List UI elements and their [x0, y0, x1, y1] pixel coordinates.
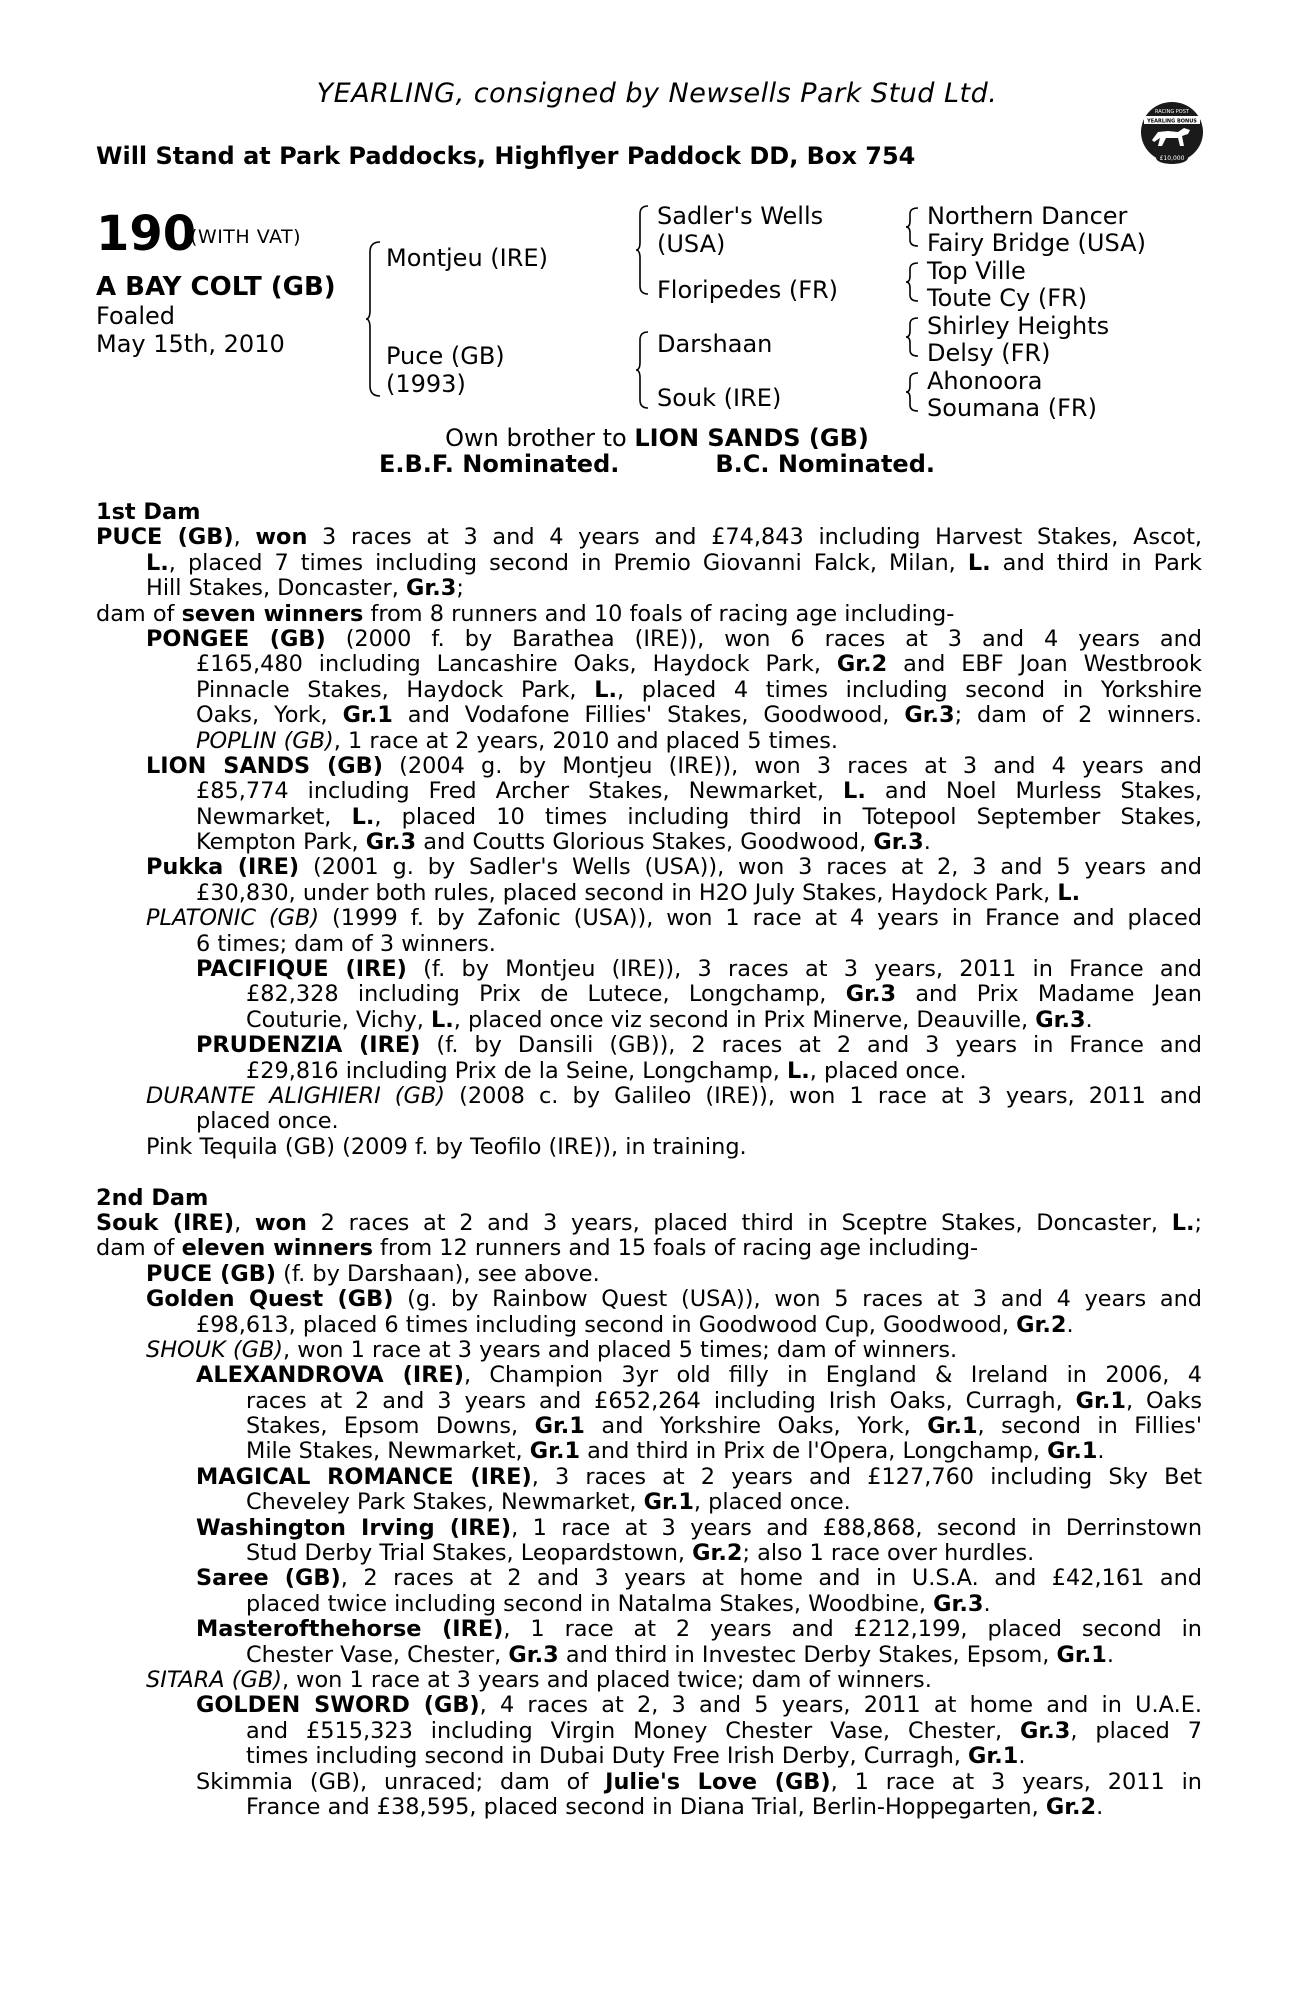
text-segment: Pukka (IRE) — [146, 854, 300, 881]
text-line — [96, 1592, 1202, 1617]
text-line — [96, 1541, 1202, 1566]
text-segment: Gr.2 — [836, 651, 888, 678]
text-segment: and Noel Murless Stakes, — [865, 778, 1202, 805]
text-segment: . — [1106, 1641, 1114, 1668]
text-segment: Gr.3 — [873, 829, 924, 856]
text-segment: PUCE (GB) — [96, 524, 234, 551]
text-segment: L. — [351, 803, 375, 830]
text-segment: Gr.3 — [1035, 1006, 1086, 1033]
badge-middle-text: YEARLING BONUS — [1147, 118, 1197, 125]
text-segment: SHOUK (GB) — [146, 1336, 284, 1363]
text-segment: Cheveley Park Stakes, Newmarket, — [246, 1489, 644, 1516]
text-segment: Mile Stakes, Newmarket, — [246, 1438, 530, 1465]
text-segment: GOLDEN SWORD (GB) — [196, 1692, 480, 1719]
text-line — [96, 1135, 1202, 1160]
text-segment: (1999 f. by Zafonic (USA)), won 1 race at 4 years in France and placed — [319, 905, 1202, 932]
text-line — [96, 1719, 1202, 1744]
text-segment: Souk (IRE) — [96, 1209, 235, 1236]
pedigree-gg6: Delsy (FR) — [927, 339, 1051, 367]
text-segment: 2 races at 2 and 3 years, placed third in Sceptre Stakes, Doncaster, — [306, 1209, 1172, 1236]
brace-g2-icon — [906, 261, 920, 303]
text-segment: and Vodafone Fillies' Stakes, Goodwood, — [392, 702, 905, 729]
text-segment: Gr.3 — [365, 829, 417, 856]
text-line — [96, 678, 1202, 703]
stand-location: Will Stand at Park Paddocks, Highflyer Paddock DD, Box 754 — [96, 142, 916, 170]
text-line — [96, 551, 1202, 576]
text-segment: POPLIN (GB) — [196, 727, 334, 754]
foaled-date: May 15th, 2010 — [96, 330, 285, 358]
pedigree-notes — [96, 500, 1202, 1820]
dam-parents-brace-icon — [636, 330, 650, 410]
text-segment: dam of — [96, 600, 182, 627]
first-dam-heading: 1st Dam — [96, 499, 201, 525]
text-segment: , placed once. — [809, 1057, 967, 1084]
text-segment: eleven winners — [181, 1235, 373, 1262]
text-segment: (f. by Montjeu (IRE)), 3 races at 3 years, 2011 in France and — [406, 956, 1202, 983]
text-segment: Gr.1 — [968, 1743, 1019, 1770]
text-segment: , 1 race at 2 years, 2010 and placed 5 times. — [333, 727, 838, 754]
text-segment: Gr.2 — [1045, 1793, 1097, 1820]
text-segment: , Champion 3yr old filly in England & Ireland in 2006, 4 — [463, 1362, 1202, 1389]
text-line — [96, 1668, 1202, 1693]
text-segment: Chester Vase, Chester, — [246, 1641, 509, 1668]
text-line — [96, 1211, 1202, 1236]
text-line — [96, 855, 1202, 880]
text-segment: placed once. — [196, 1108, 339, 1135]
text-segment: , 3 races at 2 years and £127,760 including Sky Bet — [531, 1463, 1203, 1490]
text-segment: won — [255, 524, 308, 551]
pedigree-gg8: Soumana (FR) — [927, 394, 1097, 422]
text-segment: Julie's Love (GB) — [605, 1768, 831, 1795]
text-segment: , 4 races at 2, 3 and 5 years, 2011 at home and in U.A.E. — [479, 1692, 1202, 1719]
text-line — [96, 1262, 1202, 1287]
text-segment: Gr.1 — [1056, 1641, 1107, 1668]
text-line — [96, 602, 1202, 627]
vat-label: (WITH VAT) — [190, 226, 302, 248]
sire-dam-brace-icon — [366, 240, 382, 398]
text-line — [96, 1236, 1202, 1261]
text-line — [96, 881, 1202, 906]
text-segment: Pink Tequila (GB) (2009 f. by Teofilo (IRE)), in training. — [146, 1133, 747, 1160]
text-segment: , placed 10 times including third in Totepool September Stakes, — [374, 803, 1202, 830]
text-segment: ; dam of 2 winners. — [954, 702, 1202, 729]
text-line — [96, 1059, 1202, 1084]
foaled-label: Foaled — [96, 302, 176, 330]
first-dam-section — [96, 525, 1202, 1160]
brace-g1-icon — [906, 206, 920, 248]
text-line — [96, 1744, 1202, 1769]
text-segment: MAGICAL ROMANCE (IRE) — [196, 1463, 532, 1490]
lot-number: 190 — [96, 206, 197, 262]
text-line — [96, 1084, 1202, 1109]
text-line — [96, 906, 1202, 931]
text-segment: Oaks, York, — [196, 702, 343, 729]
consignment-header: YEARLING, consigned by Newsells Park Stud Ltd. — [316, 78, 998, 109]
pedigree-gg2: Fairy Bridge (USA) — [927, 229, 1146, 257]
text-line — [96, 1338, 1202, 1363]
text-segment: Kempton Park, — [196, 829, 366, 856]
text-segment: and Prix Madame Jean — [896, 981, 1202, 1008]
badge-amount: £10,000 — [1159, 155, 1185, 162]
text-segment: Gr.3 — [1020, 1717, 1071, 1744]
text-line — [96, 1465, 1202, 1490]
text-segment: Newmarket, — [196, 803, 352, 830]
text-segment: 6 times; dam of 3 winners. — [196, 930, 496, 957]
text-line — [96, 1770, 1202, 1795]
text-segment: dam of — [96, 1235, 182, 1262]
text-segment: Hill Stakes, Doncaster, — [146, 575, 406, 602]
text-segment: L. — [786, 1057, 810, 1084]
pedigree-sire-dam: Floripedes (FR) — [657, 276, 839, 304]
text-segment: and EBF Joan Westbrook — [887, 651, 1202, 678]
text-segment: LION SANDS (GB) — [146, 752, 383, 779]
text-segment: Skimmia (GB), unraced; dam of — [196, 1768, 606, 1795]
text-segment: Gr.1 — [1047, 1438, 1098, 1465]
text-segment: , — [234, 1209, 255, 1236]
ebf-nomination: E.B.F. Nominated. — [378, 450, 620, 478]
text-segment: . — [923, 829, 931, 856]
text-line — [96, 703, 1202, 728]
text-segment: . — [1066, 1311, 1074, 1338]
text-segment: Gr.2 — [692, 1540, 743, 1567]
text-segment: Gr.3 — [845, 981, 897, 1008]
text-segment: £82,328 including Prix de Lutece, Longchamp, — [246, 981, 846, 1008]
text-segment: and Yorkshire Oaks, York, — [584, 1413, 928, 1440]
text-segment: , won 1 race at 3 years and placed twice; dam of winners. — [281, 1666, 932, 1693]
text-segment: L. — [1171, 1209, 1195, 1236]
text-line — [96, 1490, 1202, 1515]
text-line — [96, 1795, 1202, 1820]
text-segment: . — [983, 1590, 991, 1617]
text-segment: , — [233, 524, 256, 551]
text-line — [96, 729, 1202, 754]
text-segment: Gr.3 — [508, 1641, 559, 1668]
text-segment: Washington Irving (IRE) — [196, 1514, 512, 1541]
text-segment: £30,830, under both rules, placed second in H2O July Stakes, Haydock Park, — [196, 879, 1058, 906]
pedigree-dam-sire: Darshaan — [657, 330, 773, 358]
text-segment: £98,613, placed 6 times including second in Goodwood Cup, Goodwood, — [196, 1311, 1017, 1338]
pedigree-sire-sire: Sadler's Wells — [657, 202, 824, 230]
text-segment: (2000 f. by Barathea (IRE)), won 6 races at 3 and 4 years and — [325, 625, 1202, 652]
text-segment: Gr.1 — [529, 1438, 581, 1465]
text-line — [96, 627, 1202, 652]
badge-top-text: RACING POST — [1155, 109, 1189, 115]
text-line — [96, 1033, 1202, 1058]
text-segment: Golden Quest (GB) — [146, 1286, 394, 1313]
text-segment: . — [1096, 1793, 1104, 1820]
text-segment: L. — [1057, 879, 1081, 906]
text-segment: L. — [843, 778, 866, 805]
pedigree-dam-year: (1993) — [386, 370, 466, 398]
text-segment: SITARA (GB) — [146, 1666, 282, 1693]
bc-nomination: B.C. Nominated. — [715, 450, 936, 478]
text-line — [96, 754, 1202, 779]
text-segment: L. — [146, 549, 169, 576]
text-segment: Gr.3 — [904, 702, 955, 729]
text-segment: Gr.2 — [1016, 1311, 1067, 1338]
text-line — [96, 1109, 1202, 1134]
text-segment: PRUDENZIA (IRE) — [196, 1032, 421, 1059]
text-segment: Gr.1 — [534, 1413, 585, 1440]
text-segment: France and £38,595, placed second in Diana Trial, Berlin-Hoppegarten, — [246, 1793, 1046, 1820]
text-segment: DURANTE ALIGHIERI (GB) — [146, 1082, 445, 1109]
text-line — [96, 1566, 1202, 1591]
text-segment: Gr.3 — [406, 575, 457, 602]
text-segment: , 2 races at 2 and 3 years at home and in U.S.A. and £42,161 and — [340, 1565, 1203, 1592]
text-segment: ; — [1194, 1209, 1203, 1236]
second-dam-heading: 2nd Dam — [96, 1184, 209, 1211]
text-segment: and third in Prix de l'Opera, Longchamp, — [580, 1438, 1048, 1465]
text-segment: , placed 7 times including second in Premio Giovanni Falck, Milan, — [168, 549, 968, 576]
text-segment: PUCE (GB) — [146, 1260, 277, 1287]
sire-parents-brace-icon — [636, 204, 650, 296]
text-line — [96, 1414, 1202, 1439]
pedigree-sire: Montjeu (IRE) — [386, 244, 548, 272]
text-segment: , placed 7 — [1070, 1717, 1202, 1744]
text-segment: L. — [430, 1006, 454, 1033]
text-segment: , Oaks — [1125, 1387, 1202, 1414]
text-line — [96, 1693, 1202, 1718]
text-segment: , placed 4 times including second in Yorkshire — [616, 676, 1202, 703]
text-segment: Stud Derby Trial Stakes, Leopardstown, — [246, 1540, 693, 1567]
text-segment: . — [1085, 1006, 1093, 1033]
text-line — [96, 957, 1202, 982]
text-segment: , 1 race at 3 years and £88,868, second in Derrinstown — [511, 1514, 1203, 1541]
text-line — [96, 1313, 1202, 1338]
pedigree-gg7: Ahonoora — [927, 367, 1043, 395]
text-segment: times including second in Dubai Duty Free Irish Derby, Curragh, — [246, 1743, 968, 1770]
text-segment: PLATONIC (GB) — [146, 905, 320, 932]
text-segment: Saree (GB) — [196, 1565, 341, 1592]
text-segment: Couturie, Vichy, — [246, 1006, 431, 1033]
second-dam-section — [96, 1211, 1202, 1820]
horse-name: A BAY COLT (GB) — [96, 272, 336, 302]
pedigree-gg1: Northern Dancer — [927, 202, 1128, 230]
text-segment: (2001 g. by Sadler's Wells (USA)), won 3 races at 2, 3 and 5 years and — [299, 854, 1202, 881]
text-segment: PONGEE (GB) — [146, 625, 326, 652]
text-line — [96, 576, 1202, 601]
text-segment: and third in Investec Derby Stakes, Epsom, — [558, 1641, 1057, 1668]
text-line — [96, 932, 1202, 957]
text-line — [96, 830, 1202, 855]
text-segment: won — [254, 1209, 307, 1236]
text-segment: £85,774 including Fred Archer Stakes, Newmarket, — [196, 778, 844, 805]
text-segment: Pinnacle Stakes, Haydock Park, — [196, 676, 595, 703]
brace-g3-icon — [906, 316, 920, 358]
text-line — [96, 982, 1202, 1007]
text-segment: L. — [967, 549, 991, 576]
pedigree-gg3: Top Ville — [927, 257, 1026, 285]
pedigree-dam-dam: Souk (IRE) — [657, 384, 782, 412]
text-segment: , placed once. — [693, 1489, 851, 1516]
text-segment: from 12 runners and 15 foals of racing age including- — [372, 1235, 979, 1262]
text-segment: and third in Park — [990, 549, 1202, 576]
text-segment: Gr.1 — [927, 1413, 978, 1440]
brace-g4-icon — [906, 371, 920, 413]
text-line — [96, 1617, 1202, 1642]
text-segment: (f. by Dansili (GB)), 2 races at 2 and 3 years in France and — [420, 1032, 1202, 1059]
text-segment: races at 2 and 3 years and £652,264 including Irish Oaks, Curragh, — [246, 1387, 1076, 1414]
pedigree-gg4: Toute Cy (FR) — [927, 284, 1088, 312]
text-segment: (2008 c. by Galileo (IRE)), won 1 race at 3 years, 2011 and — [445, 1082, 1202, 1109]
text-segment: Gr.1 — [643, 1489, 694, 1516]
text-line — [96, 1008, 1202, 1033]
own-brother-prefix: Own brother to — [445, 424, 635, 452]
text-line — [96, 525, 1202, 550]
text-segment: Stakes, Epsom Downs, — [246, 1413, 535, 1440]
text-segment: (f. by Darshaan), see above. — [276, 1260, 600, 1287]
text-segment: , 1 race at 2 years and £212,199, placed second in — [503, 1616, 1202, 1643]
text-segment: placed twice including second in Natalma Stakes, Woodbine, — [246, 1590, 934, 1617]
text-line — [96, 1287, 1202, 1312]
pedigree-sire-sire-country: (USA) — [657, 230, 726, 258]
text-segment: £29,816 including Prix de la Seine, Longchamp, — [246, 1057, 787, 1084]
text-segment: , 1 race at 3 years, 2011 in — [830, 1768, 1203, 1795]
text-line — [96, 779, 1202, 804]
text-segment: seven winners — [181, 600, 364, 627]
text-segment: (2004 g. by Montjeu (IRE)), won 3 races at 3 and 4 years and — [382, 752, 1202, 779]
text-segment: PACIFIQUE (IRE) — [196, 956, 407, 983]
text-line — [96, 1439, 1202, 1464]
text-line — [96, 1363, 1202, 1388]
text-line — [96, 1516, 1202, 1541]
text-segment: and £515,323 including Virgin Money Chester Vase, Chester, — [246, 1717, 1021, 1744]
text-segment: (g. by Rainbow Quest (USA)), won 5 races at 3 and 4 years and — [393, 1286, 1202, 1313]
own-brother-name: LION SANDS (GB) — [634, 424, 869, 452]
nominations — [0, 450, 1314, 478]
text-segment: Masterofthehorse (IRE) — [196, 1616, 504, 1643]
text-segment: ; — [456, 575, 464, 602]
pedigree-dam: Puce (GB) — [386, 342, 505, 370]
text-segment: L. — [594, 676, 617, 703]
text-segment: from 8 runners and 10 foals of racing age including- — [363, 600, 955, 627]
pedigree-gg5: Shirley Heights — [927, 312, 1110, 340]
text-segment: , won 1 race at 3 years and placed 5 times; dam of winners. — [283, 1336, 958, 1363]
text-segment: Gr.1 — [342, 702, 393, 729]
text-line — [96, 1643, 1202, 1668]
text-segment: and Coutts Glorious Stakes, Goodwood, — [416, 829, 874, 856]
text-segment: . — [1018, 1743, 1026, 1770]
text-segment: Gr.1 — [1075, 1387, 1126, 1414]
text-segment: , second in Fillies' — [977, 1413, 1203, 1440]
text-segment: Gr.3 — [933, 1590, 984, 1617]
text-segment: ALEXANDROVA (IRE) — [196, 1362, 464, 1389]
text-segment: , placed once viz second in Prix Minerve, Deauville, — [453, 1006, 1036, 1033]
text-segment: . — [1097, 1438, 1105, 1465]
text-line — [96, 1389, 1202, 1414]
text-segment: £165,480 including Lancashire Oaks, Haydock Park, — [196, 651, 837, 678]
text-line — [96, 652, 1202, 677]
text-segment: 3 races at 3 and 4 years and £74,843 including Harvest Stakes, Ascot, — [307, 524, 1202, 551]
own-brother-note — [0, 424, 1314, 452]
text-line — [96, 805, 1202, 830]
text-segment: ; also 1 race over hurdles. — [742, 1540, 1035, 1567]
yearling-bonus-badge-icon — [1138, 96, 1206, 190]
